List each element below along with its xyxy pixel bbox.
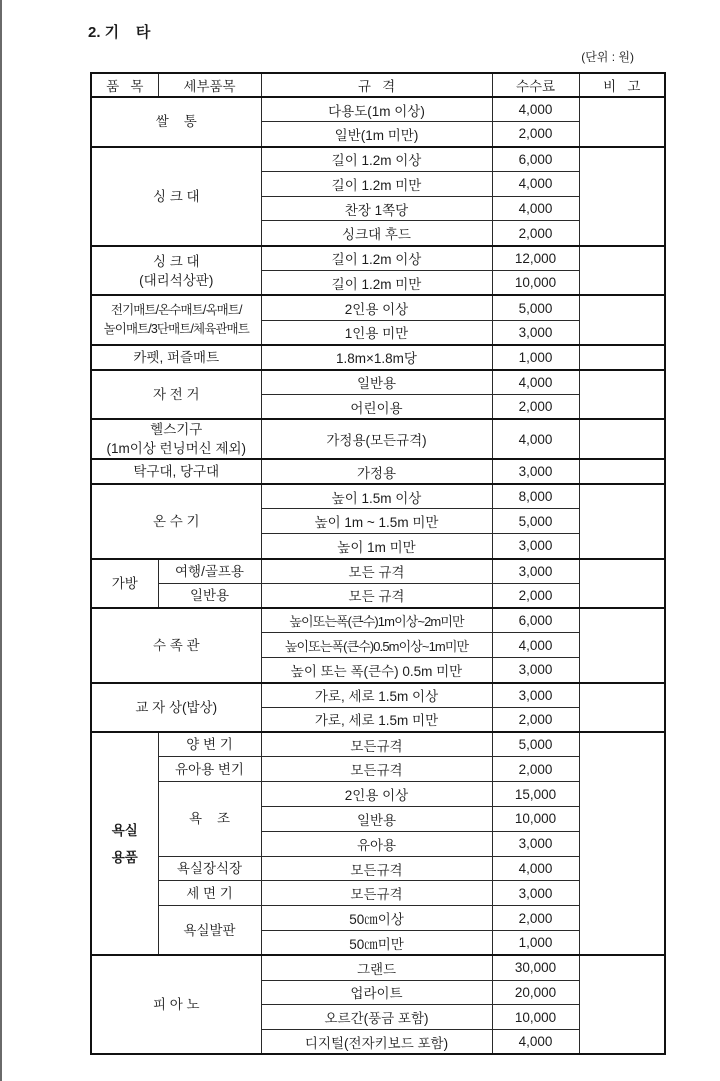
item-label: 수 족 관 [152, 637, 200, 653]
item-label: (1m이상 런닝머신 제외) [106, 441, 247, 457]
fee-cell: 3,000 [492, 658, 579, 683]
header-note: 비 고 [579, 73, 665, 97]
header-fee: 수수료 [492, 73, 579, 97]
spec-cell: 일반용 [261, 370, 492, 395]
table-row [91, 856, 665, 881]
fee-cell: 3,000 [492, 831, 579, 856]
item-label: 싱 크 대 [152, 253, 200, 269]
unit-note: (단위 : 원) [581, 50, 634, 64]
item-cell [91, 955, 261, 1054]
fee-table-header [91, 73, 665, 97]
fee-cell: 4,000 [492, 97, 579, 122]
fee-cell: 4,000 [492, 419, 579, 459]
table-row [91, 782, 665, 807]
note-cell [579, 559, 665, 609]
fee-cell: 10,000 [492, 1005, 579, 1030]
fee-cell: 5,000 [492, 295, 579, 320]
table-row [91, 881, 665, 906]
item-cell [91, 683, 261, 733]
table-row [91, 732, 665, 757]
spec-cell: 오르간(풍금 포함) [261, 1005, 492, 1030]
detail-label: 일반용 [189, 587, 230, 603]
fee-cell: 4,000 [492, 1030, 579, 1055]
spec-cell: 1.8m×1.8m당 [261, 345, 492, 370]
table-row [91, 97, 665, 122]
note-cell [579, 295, 665, 345]
spec-cell: 길이 1.2m 이상 [261, 147, 492, 172]
spec-cell: 일반(1m 미만) [261, 122, 492, 147]
page-edge [0, 0, 2, 1081]
item-label: 싱 크 대 [152, 188, 200, 204]
spec-cell: 업라이트 [261, 980, 492, 1005]
fee-cell: 5,000 [492, 732, 579, 757]
item-cell [91, 295, 261, 345]
table-row [91, 345, 665, 370]
fee-cell: 30,000 [492, 955, 579, 980]
spec-cell: 2인용 이상 [261, 295, 492, 320]
fee-cell: 3,000 [492, 559, 579, 584]
fee-cell: 2,000 [492, 221, 579, 246]
spec-cell: 높이또는폭(큰수)1m이상~2m미만 [261, 608, 492, 633]
item-cell [91, 559, 158, 609]
fee-cell: 6,000 [492, 147, 579, 172]
item-label: 용품 [111, 849, 138, 865]
note-cell [579, 732, 665, 955]
detail-cell [158, 906, 261, 956]
note-cell [579, 484, 665, 558]
item-label: 놀이매트/3단매트/체육관매트 [103, 322, 249, 337]
item-label: 가방 [111, 575, 138, 591]
spec-cell: 모든규격 [261, 856, 492, 881]
fee-cell: 12,000 [492, 246, 579, 271]
fee-cell: 6,000 [492, 608, 579, 633]
item-cell [91, 459, 261, 484]
spec-cell: 유아용 [261, 831, 492, 856]
spec-cell: 모든규격 [261, 881, 492, 906]
item-label: (대리석상판) [139, 272, 214, 288]
spec-cell: 모든규격 [261, 757, 492, 782]
spec-cell: 높이 1m 미만 [261, 534, 492, 559]
spec-cell: 2인용 이상 [261, 782, 492, 807]
detail-label: 욕실발판 [183, 922, 236, 938]
note-cell [579, 459, 665, 484]
note-cell [579, 147, 665, 246]
table-row [91, 955, 665, 980]
spec-cell: 일반용 [261, 807, 492, 832]
table-row [91, 559, 665, 584]
fee-cell: 2,000 [492, 395, 579, 420]
spec-cell: 가정용(모든규격) [261, 419, 492, 459]
header-row [91, 73, 665, 97]
fee-cell: 8,000 [492, 484, 579, 509]
table-row [91, 608, 665, 633]
item-label: 카펫, 퍼즐매트 [133, 349, 220, 365]
item-label: 전기매트/온수매트/옥매트/ [110, 303, 242, 318]
fee-cell: 4,000 [492, 856, 579, 881]
detail-cell [158, 782, 261, 856]
item-label: 자 전 거 [152, 387, 200, 403]
spec-cell: 모든규격 [261, 732, 492, 757]
spec-cell: 싱크대 후드 [261, 221, 492, 246]
item-cell [91, 370, 261, 420]
fee-cell: 4,000 [492, 171, 579, 196]
note-cell [579, 370, 665, 420]
fee-cell: 4,000 [492, 633, 579, 658]
fee-cell: 2,000 [492, 757, 579, 782]
spec-cell: 어린이용 [261, 395, 492, 420]
table-row [91, 757, 665, 782]
fee-cell: 10,000 [492, 807, 579, 832]
note-cell [579, 345, 665, 370]
item-cell [91, 608, 261, 682]
item-cell [91, 419, 261, 459]
fee-cell: 3,000 [492, 459, 579, 484]
detail-cell [158, 856, 261, 881]
spec-cell: 1인용 미만 [261, 320, 492, 345]
spec-cell: 디지털(전자키보드 포함) [261, 1030, 492, 1055]
spec-cell: 높이 또는 폭(큰수) 0.5m 미만 [261, 658, 492, 683]
fee-cell: 2,000 [492, 707, 579, 732]
fee-cell: 4,000 [492, 370, 579, 395]
detail-label: 세 면 기 [186, 885, 233, 901]
fee-cell: 10,000 [492, 271, 579, 296]
spec-cell: 길이 1.2m 이상 [261, 246, 492, 271]
spec-cell: 다용도(1m 이상) [261, 97, 492, 122]
item-cell [91, 246, 261, 296]
table-row [91, 370, 665, 395]
note-cell [579, 246, 665, 296]
spec-cell: 가정용 [261, 459, 492, 484]
item-label: 피 아 노 [152, 997, 200, 1013]
item-label: 쌀 통 [155, 114, 197, 130]
spec-cell: 모든 규격 [261, 583, 492, 608]
fee-cell: 3,000 [492, 534, 579, 559]
note-cell [579, 955, 665, 1054]
spec-cell: 높이 1m ~ 1.5m 미만 [261, 509, 492, 534]
table-row [91, 683, 665, 708]
table-row [91, 246, 665, 271]
detail-label: 욕실장식장 [176, 861, 243, 876]
detail-label: 여행/골프용 [175, 563, 244, 579]
detail-cell [158, 732, 261, 757]
spec-cell: 가로, 세로 1.5m 미만 [261, 707, 492, 732]
spec-cell: 길이 1.2m 미만 [261, 271, 492, 296]
fee-cell: 5,000 [492, 509, 579, 534]
fee-cell: 3,000 [492, 320, 579, 345]
spec-cell: 길이 1.2m 미만 [261, 171, 492, 196]
fee-cell: 3,000 [492, 683, 579, 708]
spec-cell: 50㎝이상 [261, 906, 492, 931]
detail-cell [158, 583, 261, 608]
spec-cell: 찬장 1쪽당 [261, 196, 492, 221]
spec-cell: 가로, 세로 1.5m 이상 [261, 683, 492, 708]
item-cell [91, 345, 261, 370]
detail-label: 양 변 기 [186, 737, 233, 753]
spec-cell: 50㎝미만 [261, 931, 492, 956]
fee-cell: 1,000 [492, 345, 579, 370]
fee-cell: 15,000 [492, 782, 579, 807]
header-item: 품 목 [91, 73, 158, 97]
spec-cell: 모든 규격 [261, 559, 492, 584]
detail-cell [158, 757, 261, 782]
item-cell [91, 147, 261, 246]
table-row [91, 295, 665, 320]
fee-cell: 2,000 [492, 906, 579, 931]
item-label: 교 자 상(밥상) [135, 699, 218, 715]
fee-cell: 1,000 [492, 931, 579, 956]
section-title: 2. 기 타 [88, 24, 151, 41]
item-label: 온 수 기 [152, 513, 200, 529]
table-row [91, 419, 665, 459]
note-cell [579, 683, 665, 733]
fee-cell: 3,000 [492, 881, 579, 906]
item-label: 헬스기구 [150, 422, 203, 438]
item-cell [91, 97, 261, 147]
table-row [91, 459, 665, 484]
header-detail: 세부품목 [158, 73, 261, 97]
fee-cell: 20,000 [492, 980, 579, 1005]
detail-label: 욕 조 [188, 811, 231, 827]
table-row [91, 484, 665, 509]
fee-table [90, 72, 666, 1055]
note-cell [579, 608, 665, 682]
item-label: 욕실 [111, 822, 138, 838]
spec-cell: 높이 1.5m 이상 [261, 484, 492, 509]
detail-cell [158, 881, 261, 906]
fee-cell: 2,000 [492, 122, 579, 147]
item-cell [91, 484, 261, 558]
detail-cell [158, 559, 261, 584]
table-row [91, 583, 665, 608]
fee-cell: 4,000 [492, 196, 579, 221]
header-spec: 규 격 [261, 73, 492, 97]
note-cell [579, 97, 665, 147]
item-label: 탁구대, 당구대 [133, 464, 220, 480]
detail-label: 유아용 변기 [175, 761, 244, 777]
spec-cell: 그랜드 [261, 955, 492, 980]
note-cell [579, 419, 665, 459]
spec-cell: 높이또는폭(큰수)0.5m이상~1m미만 [261, 633, 492, 658]
table-row [91, 147, 665, 172]
item-cell [91, 732, 158, 955]
table-row [91, 906, 665, 931]
fee-cell: 2,000 [492, 583, 579, 608]
fee-table-body [91, 97, 665, 1054]
